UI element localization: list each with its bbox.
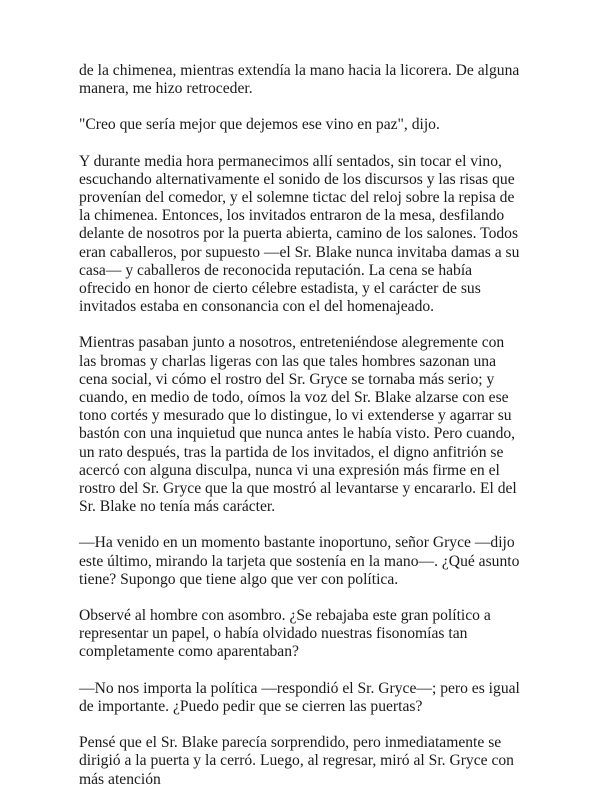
paragraph-5: —Ha venido en un momento bastante inoportuno, señor Gryce —dijo este último, mirando la tarjeta que sostenía en la mano—. ¿Qué asunto tiene? Supongo que tiene algo que ver con política. — [79, 534, 520, 588]
document-page — [79, 62, 524, 789]
paragraph-2: "Creo que sería mejor que dejemos ese vino en paz", dijo. — [79, 116, 440, 134]
paragraph-3: Y durante media hora permanecimos allí sentados, sin tocar el vino, escuchando alternativamente el sonido de los discursos y las risas que provenían del comedor, y el solemne tictac del reloj sobre la repisa de la chimenea. Entonces, los invitados entraron de la mesa, desfilando delante de nosotros por la puerta abierta, camino de los salones. Todos eran caballeros, por supuesto —el Sr. Blake nunca invitaba damas a su casa— y caballeros de reconocida reputación. La cena se había ofrecido en honor de cierto célebre estadista, y el carácter de sus invitados estaba en consonancia con el del homenajeado. — [79, 152, 520, 316]
paragraph-4: Mientras pasaban junto a nosotros, entreteniéndose alegremente con las bromas y charlas ligeras con las que tales hombres sazonan una cena social, vi cómo el rostro del Sr. Gryce se tornaba más serio; y cuando, en medio de todo, oímos la voz del Sr. Blake alzarse con ese tono cortés y mesurado que lo distingue, lo vi extenderse y agarrar su bastón con una inquietud que nunca antes le había visto. Pero cuando, un rato después, tras la partida de los invitados, el digno anfitrión se acercó con alguna disculpa, nunca vi una expresión más firme en el rostro del Sr. Gryce que la que mostró al levantarse y encararlo. El del Sr. Blake no tenía más carácter. — [79, 334, 517, 516]
paragraph-7: —No nos importa la política —respondió el Sr. Gryce—; pero es igual de importante. ¿Puedo pedir que se cierren las puertas? — [79, 679, 520, 715]
paragraph-6: Observé al hombre con asombro. ¿Se rebajaba este gran político a representar un papel, o había olvidado nuestras fisonomías tan completamente como aparentaban? — [79, 607, 491, 661]
paragraph-1: de la chimenea, mientras extendía la mano hacia la licorera. De alguna manera, me hizo retroceder. — [79, 62, 520, 98]
paragraph-8: Pensé que el Sr. Blake parecía sorprendido, pero inmediatamente se dirigió a la puerta y la cerró. Luego, al regresar, miró al Sr. Gryce con más atención — [79, 734, 514, 788]
